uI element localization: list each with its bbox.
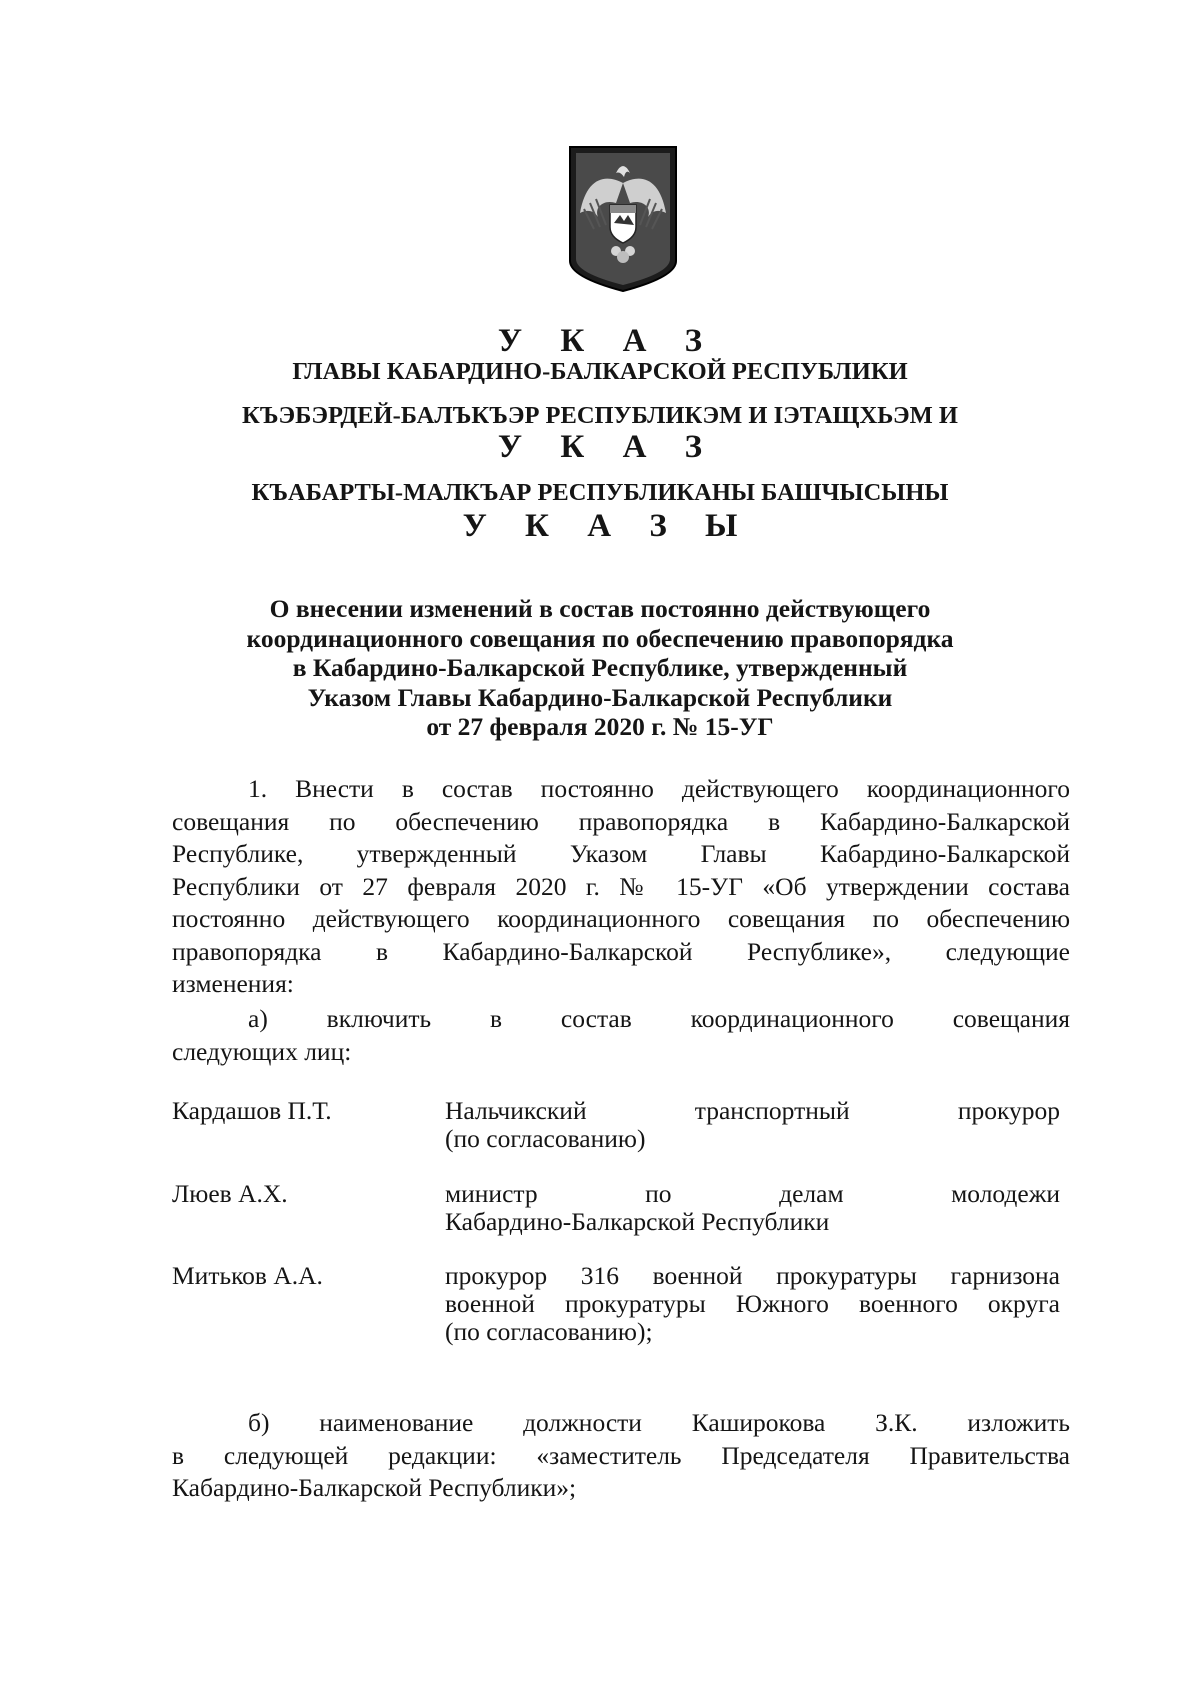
text-line: в следующей редакции: «заместитель Председателя Правительства: [172, 1440, 1070, 1470]
text-line: Республике, утвержденный Указом Главы Кабардино-Балкарской: [172, 839, 1070, 868]
decree-title-russian: У К А З: [497, 323, 718, 359]
head-of-republic-russian: ГЛАВЫ КАБАРДИНО-БАЛКАРСКОЙ РЕСПУБЛИКИ: [292, 358, 908, 385]
member-position: [445, 1097, 1060, 1153]
text-line: Республики от 27 февраля 2020 г. № 15-УГ «Об утверждении состава: [172, 871, 1070, 901]
title-line: Указом Главы Кабардино-Балкарской Республики: [307, 682, 893, 712]
member-position: [445, 1262, 1060, 1346]
title-line: О внесении изменений в состав постоянно действующего: [269, 594, 931, 623]
text-line: (по согласованию): [445, 1124, 646, 1153]
decree-title-kabardian: У К А З: [497, 429, 718, 465]
decree-title-balkar: У К А З Ы: [462, 508, 753, 544]
text-line: Кабардино-Балкарской Республики»;: [172, 1473, 577, 1502]
decree-subject-title: [150, 594, 1050, 742]
member-name: Люев А.Х.: [172, 1179, 288, 1208]
member-name: Кардашов П.Т.: [172, 1096, 332, 1125]
text-line: (по согласованию);: [445, 1317, 653, 1346]
text-line: а) включить в состав координационного совещания: [248, 1004, 1070, 1033]
title-line: от 27 февраля 2020 г. № 15-УГ: [426, 712, 774, 741]
text-line: министр по делам молодежи: [445, 1179, 1060, 1208]
text-line: совещания по обеспечению правопорядка в Кабардино-Балкарской: [172, 806, 1070, 836]
text-line: 1. Внести в состав постоянно действующего координационного: [248, 774, 1070, 803]
paragraph-b: [172, 1407, 1070, 1505]
text-line: следующих лиц:: [172, 1036, 352, 1066]
decree-header: [0, 322, 1200, 360]
text-line: Нальчикский транспортный прокурор: [445, 1096, 1060, 1125]
coat-of-arms-emblem: [564, 143, 682, 293]
text-line: б) наименование должности Каширокова З.К. изложить: [248, 1408, 1070, 1437]
head-of-republic-balkar: КЪАБАРТЫ-МАЛКЪАР РЕСПУБЛИКАНЫ БАШЧЫСЫНЫ: [251, 479, 949, 506]
title-line: координационного совещания по обеспечению правопорядка: [246, 623, 954, 653]
text-line: правопорядка в Кабардино-Балкарской Республике», следующие: [172, 936, 1070, 966]
member-name: Митьков А.А.: [172, 1261, 323, 1290]
text-line: изменения:: [172, 969, 294, 998]
head-of-republic-kabardian: КЪЭБЭРДЕЙ-БАЛЪКЪЭР РЕСПУБЛИКЭМ И ІЭТАЩХЬЭМ И: [242, 402, 958, 429]
text-line: прокурор 316 военной прокуратуры гарнизона: [445, 1261, 1060, 1290]
text-line: военной прокуратуры Южного военного округа: [445, 1289, 1060, 1318]
text-line: постоянно действующего координационного совещания по обеспечению: [172, 904, 1070, 933]
paragraph-a: [172, 1003, 1070, 1068]
title-line: в Кабардино-Балкарской Республике, утвержденный: [292, 653, 908, 682]
text-line: Кабардино-Балкарской Республики: [445, 1207, 830, 1236]
member-position: [445, 1180, 1060, 1236]
paragraph-1: [172, 773, 1070, 1001]
